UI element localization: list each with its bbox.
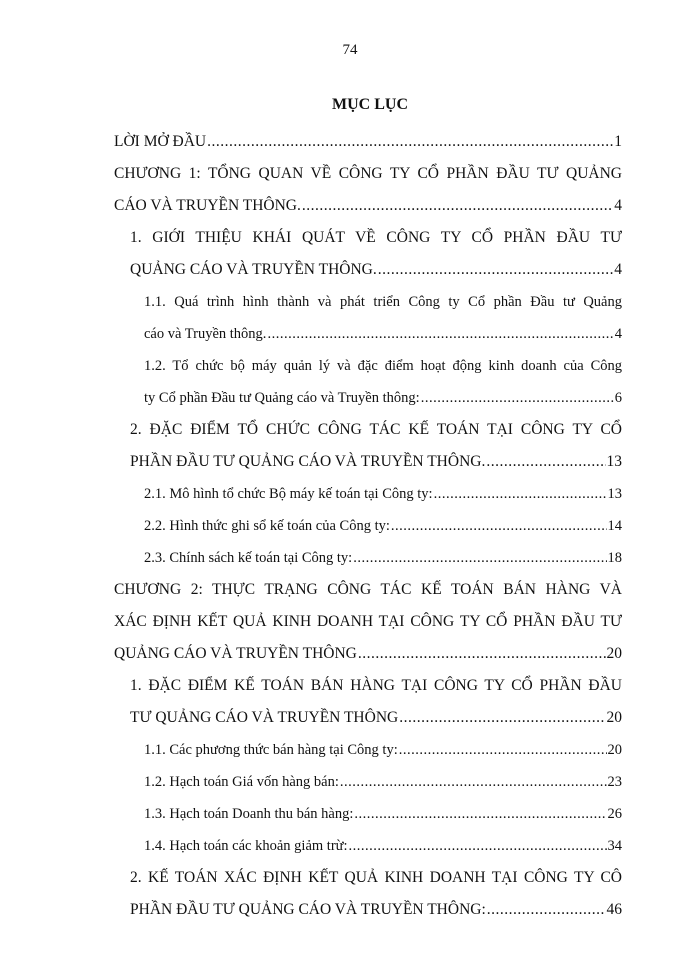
toc-entry[interactable] [114,350,622,414]
toc-entry-text: QUẢNG CÁO VÀ TRUYỀN THÔNG. [130,261,377,278]
toc-page-number: 46 [606,901,622,918]
dot-leader [353,542,606,574]
toc-entry[interactable] [114,478,622,510]
dot-leader [302,190,613,222]
dot-leader [399,702,605,734]
toc-entry[interactable] [114,222,622,286]
toc-entry-text: 2.2. Hình thức ghi sổ kế toán của Công ty: [144,518,390,534]
toc-page-number: 13 [606,453,622,470]
dot-leader [207,126,613,158]
toc-entry-text: ty Cổ phần Đầu tư Quảng cáo và Truyền thông: [144,390,420,406]
toc-entry-last-line [114,894,622,926]
table-of-contents [114,126,622,926]
toc-entry-text: 2. ĐẶC ĐIỂM TỔ CHỨC CÔNG TÁC KẾ TOÁN TẠI CÔNG TY CỔ [130,421,622,438]
toc-entry-text: PHẦN ĐẦU TƯ QUẢNG CÁO VÀ TRUYỀN THÔNG: [130,901,486,918]
toc-entry-line [114,350,622,382]
toc-page-number: 14 [607,518,622,534]
toc-title: MỤC LỤC [332,96,408,113]
dot-leader [421,382,614,414]
toc-entry[interactable] [114,830,622,862]
toc-entry-last-line [114,798,622,830]
toc-page-number: 4 [614,261,622,278]
page-number: 74 [342,42,358,58]
toc-entry-text: 2. KẾ TOÁN XÁC ĐỊNH KẾT QUẢ KINH DOANH TẠI CÔNG TY CÔ [130,869,622,886]
toc-page-number: 34 [607,838,622,854]
dot-leader [354,798,606,830]
toc-page-number: 13 [607,486,622,502]
toc-entry-line [114,158,622,190]
toc-entry-text: 1.1. Quá trình hình thành và phát triển Công ty Cổ phần Đầu tư Quảng [144,294,622,310]
dot-leader [391,510,607,542]
dot-leader [358,638,606,670]
toc-page-number: 4 [614,326,622,342]
toc-entry-line [114,862,622,894]
toc-entry-text: PHẦN ĐẦU TƯ QUẢNG CÁO VÀ TRUYỀN THÔNG. [130,453,486,470]
toc-page-number: 1 [614,133,622,150]
toc-entry[interactable] [114,126,622,158]
toc-entry-line [114,574,622,606]
toc-entry-last-line [114,190,622,222]
toc-entry[interactable] [114,286,622,350]
toc-entry-last-line [114,734,622,766]
toc-entry[interactable] [114,862,622,926]
toc-entry-text: 1.2. Hạch toán Giá vốn hàng bán: [144,774,339,790]
toc-entry[interactable] [114,414,622,478]
dot-leader [267,318,613,350]
toc-entry-text: 1.2. Tổ chức bộ máy quản lý và đặc điểm hoạt động kinh doanh của Công [144,358,622,374]
dot-leader [349,830,607,862]
toc-entry[interactable] [114,542,622,574]
toc-entry-text: 2.3. Chính sách kế toán tại Công ty: [144,550,353,566]
toc-entry-last-line [114,702,622,734]
toc-entry-last-line [114,382,622,414]
toc-page-number: 20 [607,742,622,758]
toc-entry-text: 1.4. Hạch toán các khoản giảm trừ: [144,838,348,854]
toc-entry-last-line [114,542,622,574]
toc-entry-last-line [114,446,622,478]
toc-entry-text: CHƯƠNG 2: THỰC TRẠNG CÔNG TÁC KẾ TOÁN BÁN HÀNG VÀ [114,581,622,598]
toc-entry[interactable] [114,798,622,830]
toc-entry[interactable] [114,158,622,222]
toc-entry-line [114,670,622,702]
toc-entry-text: QUẢNG CÁO VÀ TRUYỀN THÔNG [114,645,357,662]
toc-entry-last-line [114,478,622,510]
dot-leader [486,446,605,478]
toc-entry-text: 1.3. Hạch toán Doanh thu bán hàng: [144,806,354,822]
toc-page-number: 20 [606,645,622,662]
toc-entry[interactable] [114,574,622,670]
dot-leader [378,254,614,286]
toc-entry-last-line [114,126,622,158]
toc-entry-text: CHƯƠNG 1: TỔNG QUAN VỀ CÔNG TY CỔ PHẦN ĐẦU TƯ QUẢNG [114,165,622,182]
toc-entry[interactable] [114,766,622,798]
dot-leader [434,478,607,510]
toc-entry-line [114,222,622,254]
dot-leader [340,766,607,798]
toc-page-number: 20 [606,709,622,726]
toc-entry-text: XÁC ĐỊNH KẾT QUẢ KINH DOANH TẠI CÔNG TY CỔ PHẦN ĐẦU TƯ [114,613,622,630]
toc-entry[interactable] [114,510,622,542]
toc-entry-last-line [114,254,622,286]
toc-entry-text: 1. ĐẶC ĐIỂM KẾ TOÁN BÁN HÀNG TẠI CÔNG TY CỔ PHẦN ĐẦU [130,677,622,694]
toc-entry-last-line [114,638,622,670]
toc-entry-line [114,286,622,318]
toc-page-number: 26 [607,806,622,822]
toc-entry-line [114,606,622,638]
toc-entry[interactable] [114,734,622,766]
toc-entry-text: 2.1. Mô hình tổ chức Bộ máy kế toán tại Công ty: [144,486,433,502]
toc-entry-line [114,414,622,446]
toc-entry-last-line [114,830,622,862]
toc-page-number: 18 [607,550,622,566]
toc-entry-text: 1.1. Các phương thức bán hàng tại Công ty: [144,742,398,758]
toc-entry[interactable] [114,670,622,734]
toc-entry-text: cáo và Truyền thông. [144,326,267,342]
toc-entry-text: TƯ QUẢNG CÁO VÀ TRUYỀN THÔNG [130,709,399,726]
toc-entry-last-line [114,766,622,798]
toc-entry-last-line [114,510,622,542]
toc-entry-text: 1. GIỚI THIỆU KHÁI QUÁT VỀ CÔNG TY CỔ PHẦN ĐẦU TƯ [130,229,622,246]
toc-page-number: 6 [614,390,622,406]
toc-entry-text: CÁO VÀ TRUYỀN THÔNG. [114,197,301,214]
dot-leader [399,734,607,766]
toc-page-number: 4 [614,197,622,214]
toc-entry-last-line [114,318,622,350]
dot-leader [487,894,606,926]
toc-page-number: 23 [607,774,622,790]
toc-entry-text: LỜI MỞ ĐẦU [114,133,207,150]
